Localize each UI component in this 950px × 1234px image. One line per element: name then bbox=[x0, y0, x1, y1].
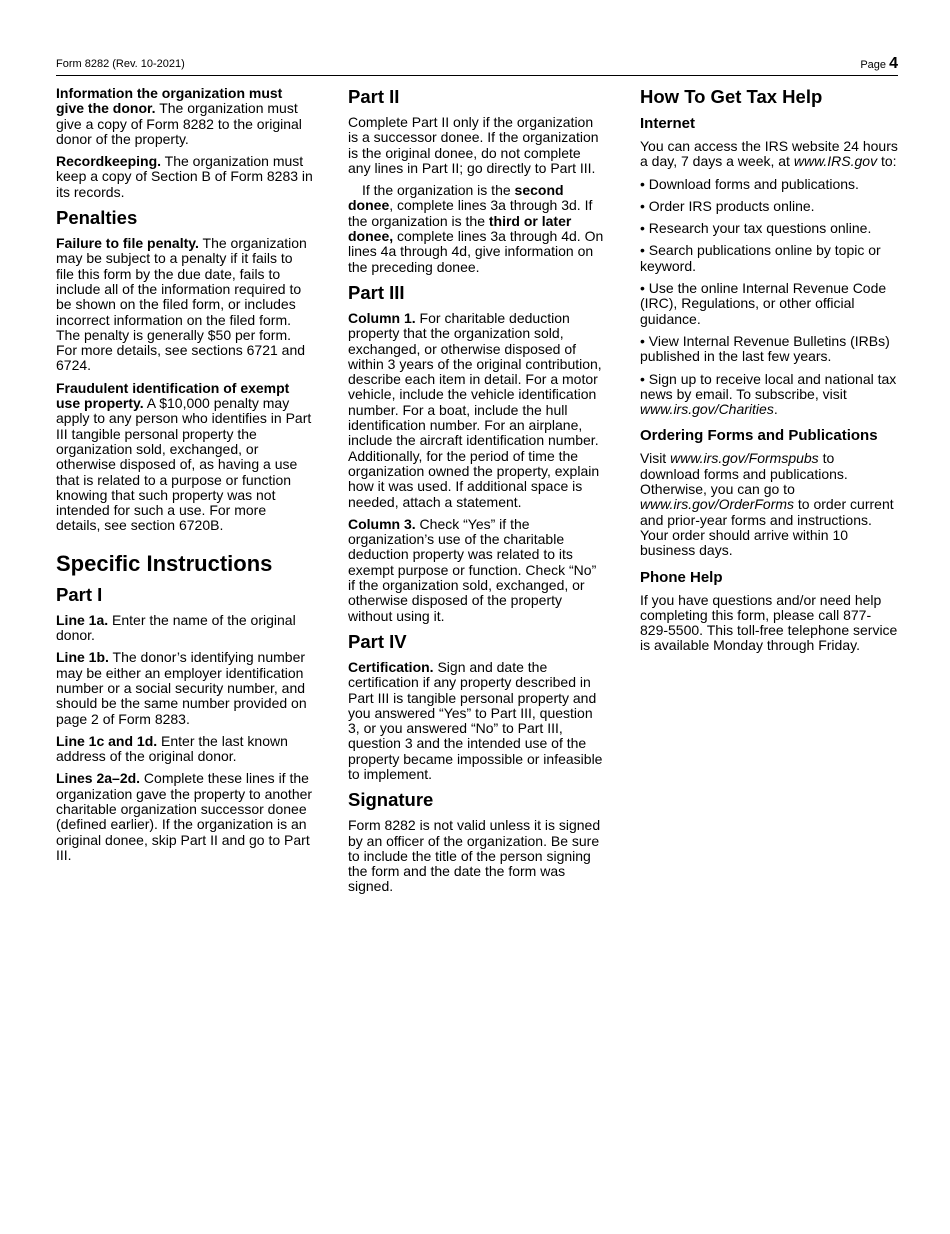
paragraph-column-3: Column 3. Check “Yes” if the organization’s use of the charitable deduction property was related to its exempt purpose or function. Check “No” if the organization sold, exchanged, or otherwise disposed of the property without using it. bbox=[348, 515, 597, 624]
paragraph-recordkeeping: Recordkeeping. The organization must keep a copy of Section B of Form 8283 in its records. bbox=[56, 153, 313, 200]
page-number: Page 4 bbox=[860, 55, 898, 72]
charities-link[interactable]: www.irs.gov/Charities bbox=[640, 401, 774, 418]
heading-specific-instructions: Specific Instructions bbox=[56, 550, 273, 576]
orderforms-link[interactable]: www.irs.gov/OrderForms bbox=[640, 496, 795, 513]
paragraph-line-1c: Line 1c and 1d. Enter the last known address of the original donor. bbox=[56, 732, 288, 765]
paragraph-part2-2: If the organization is the second donee, complete lines 3a through 3d. If the organization is the third or later donee, complete lines 3a through 4d. On lines 4a through 4d, give information on the preceding donee. bbox=[348, 182, 604, 275]
column-1 bbox=[56, 86, 314, 870]
paragraph-signature: Form 8282 is not valid unless it is signed by an officer of the organization. Be sure to include the title of the person signing the form and the date the form was signed. bbox=[348, 817, 601, 895]
bullet-item: • Order IRS products online. bbox=[640, 197, 815, 214]
paragraph-fraud: Fraudulent identification of exempt use property. A $10,000 penalty may apply to any person who identifies in Part III tangible personal property the organization sold, exchanged, or otherwise disposed of, as having a use that is related to a purpose or function knowing that such property was not intended for such a use. For more details, see section 6720B. bbox=[56, 379, 312, 534]
paragraph-line-1a: Line 1a. Enter the name of the original donor. bbox=[56, 611, 296, 644]
page-header bbox=[56, 55, 898, 76]
formspubs-link[interactable]: www.irs.gov/Formspubs bbox=[670, 450, 819, 467]
paragraph-lines-2: Lines 2a–2d. Complete these lines if the organization gave the property to another charitable organization successor donee (defined earlier). If the organization is an original donee, skip Part II and go to Part III. bbox=[56, 770, 313, 863]
bullet-item: • Research your tax questions online. bbox=[640, 220, 872, 237]
heading-tax-help: How To Get Tax Help bbox=[640, 86, 823, 107]
paragraph-column-1: Column 1. For charitable deduction property that the organization sold, exchanged, or otherwise disposed of within 3 years of the original contribution, describe each item in detail. For a motor vehicle, include the vehicle identification number. For a boat, include the hull identification number. For an airplane, include the aircraft identification number. Additionally, for the period of time the organization owned the property, explain how it was used. If additional space is needed, attach a statement. bbox=[348, 309, 602, 510]
bullet-item: • Use the online Internal Revenue Code (IRC), Regulations, or other official guidance. bbox=[640, 280, 887, 327]
paragraph-line-1b: Line 1b. The donor’s identifying number may be either an employer identification number or a social security number, and should be the same number provided on page 2 of Form 8283. bbox=[56, 649, 307, 727]
heading-signature: Signature bbox=[348, 789, 434, 811]
paragraph-info: Information the organization must give the donor. The organization must give a copy of Form 8282 to the original donor of the property. bbox=[56, 85, 302, 147]
heading-ordering: Ordering Forms and Publications bbox=[640, 427, 878, 445]
bullet-item: • Download forms and publications. bbox=[640, 175, 859, 192]
paragraph-failure: Failure to file penalty. The organization may be subject to a penalty if it fails to file this form by the due date, fails to include all of the information required to be shown on the filed form, or includes incorrect information on the filed form. The penalty is generally $50 per form. For more details, see sections 6721 and 6724. bbox=[56, 235, 307, 374]
irs-link[interactable]: www.IRS.gov bbox=[793, 153, 878, 170]
paragraph-phone: If you have questions and/or need help completing this form, please call 877-829-5500. This toll-free telephone service is available Monday through Friday. bbox=[640, 591, 898, 654]
bullet-item: • Sign up to receive local and national tax news by email. To subscribe, visit www.irs.gov/Charities. bbox=[640, 370, 897, 418]
column-2 bbox=[348, 86, 606, 902]
heading-part-2: Part II bbox=[348, 86, 400, 107]
bullet-item: • Search publications online by topic or keyword. bbox=[640, 242, 881, 274]
heading-part-4: Part IV bbox=[348, 630, 407, 652]
paragraph-ordering: Visit www.irs.gov/Formspubs to download forms and publications. Otherwise, you can go to www.irs.gov/OrderForms to order current and prior-year forms and instructions. Your order should arrive within 10 business days. bbox=[640, 450, 894, 559]
paragraph-part2-1: Complete Part II only if the organization is a successor donee. If the organization is the original donee, do not complete any lines in Part II; go directly to Part III. bbox=[348, 114, 599, 176]
form-id: Form 8282 (Rev. 10-2021) bbox=[56, 58, 185, 70]
heading-part-1: Part I bbox=[56, 583, 103, 605]
heading-part-3: Part III bbox=[348, 281, 405, 303]
bullet-item: • View Internal Revenue Bulletins (IRBs) published in the last few years. bbox=[640, 332, 890, 365]
heading-internet: Internet bbox=[640, 115, 696, 132]
paragraph-certification: Certification. Sign and date the certification if any property described in Part III is tangible personal property and you answered “Yes” to Part III, question 3, or you answered “No” to Part III, question 3 and the intended use of the property became impossible or infeasible to implement. bbox=[348, 658, 603, 782]
heading-phone-help: Phone Help bbox=[640, 568, 723, 586]
paragraph-internet: You can access the IRS website 24 hours a day, 7 days a week, at www.IRS.gov to: bbox=[640, 138, 898, 170]
heading-penalties: Penalties bbox=[56, 207, 138, 229]
column-3 bbox=[640, 86, 898, 661]
